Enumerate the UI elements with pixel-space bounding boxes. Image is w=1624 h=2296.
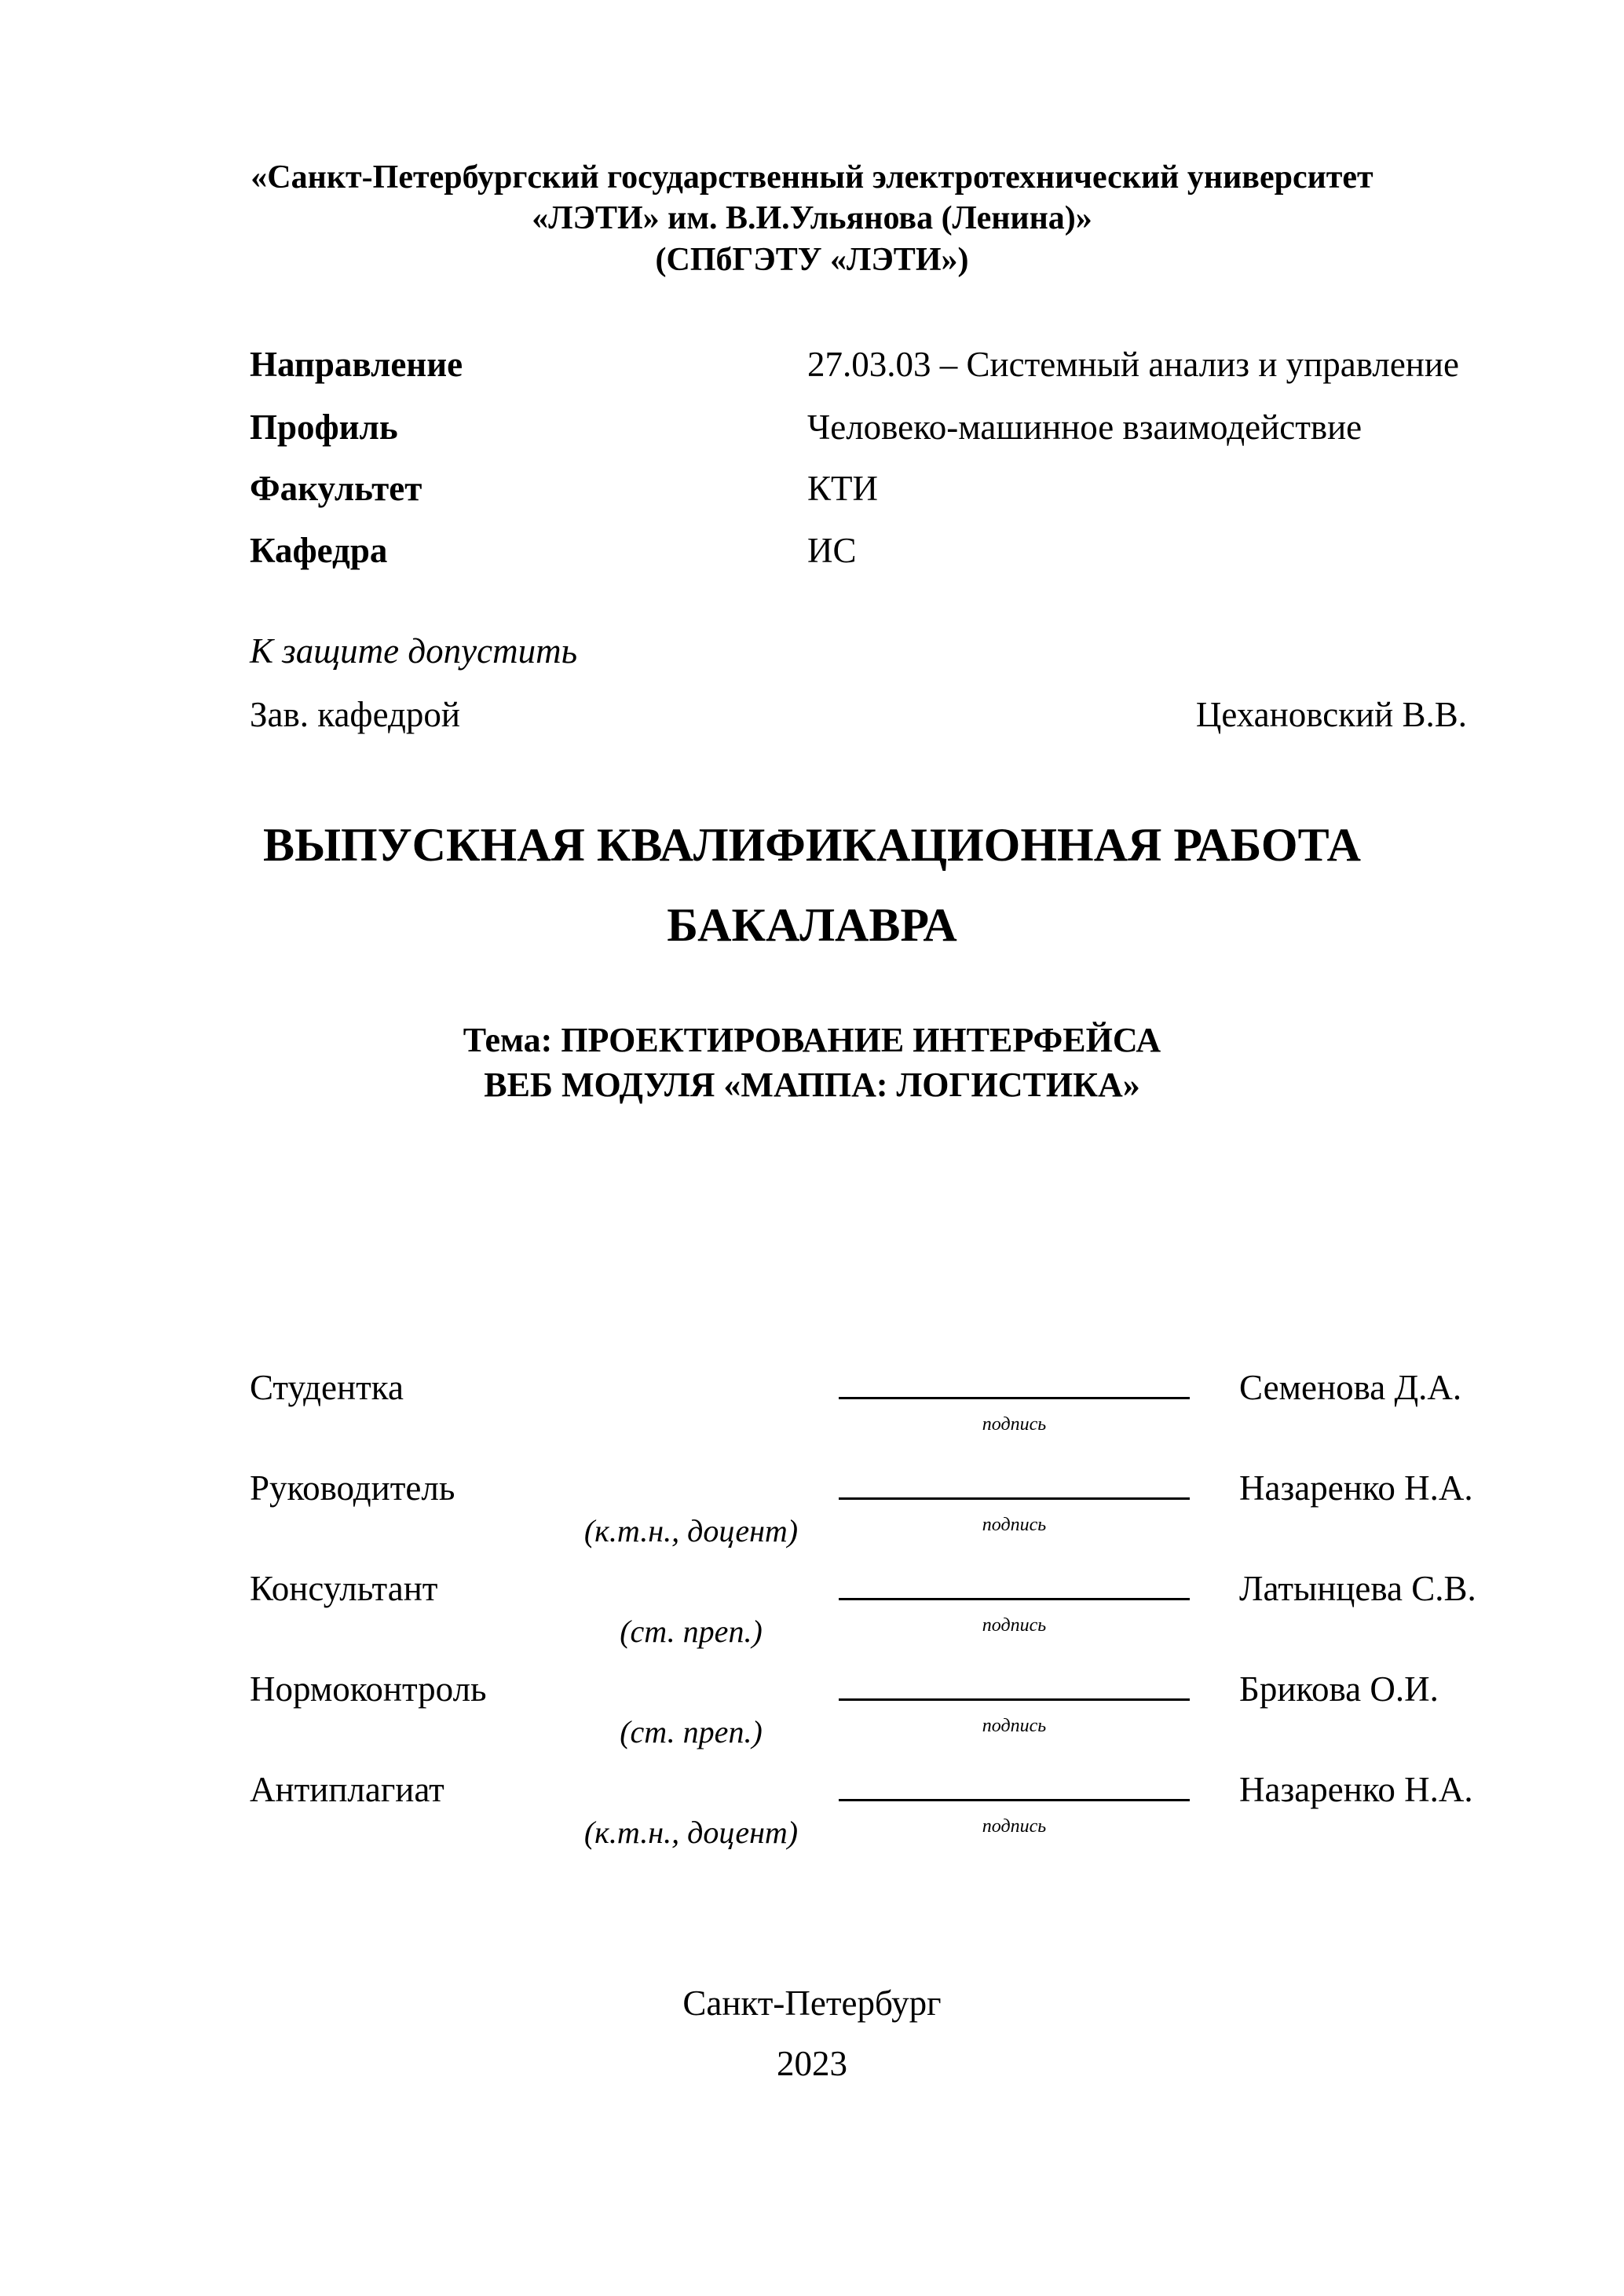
signature-caption: подпись [982, 1414, 1047, 1435]
theme-line-2: ВЕБ МОДУЛЯ «МАППА: ЛОГИСТИКА» [484, 1066, 1140, 1104]
signature-caption: подпись [982, 1615, 1047, 1636]
info-label: Кафедра [250, 531, 388, 570]
info-value: 27.03.03 – Системный анализ и управление [807, 345, 1459, 384]
footer-year: 2023 [777, 2044, 847, 2083]
head-name: Цехановский В.В. [1195, 695, 1467, 734]
signature-role: Консультант [250, 1569, 438, 1608]
signature-role: Руководитель [250, 1468, 455, 1508]
info-label: Факультет [250, 469, 422, 508]
signature-caption: подпись [982, 1816, 1047, 1837]
signature-degree: (ст. преп.) [620, 1714, 763, 1749]
signature-name: Семенова Д.А. [1239, 1368, 1462, 1407]
signature-caption: подпись [982, 1515, 1047, 1535]
signature-name: Назаренко Н.А. [1239, 1770, 1473, 1809]
signature-caption: подпись [982, 1716, 1047, 1736]
signature-line [839, 1397, 1190, 1399]
signature-line [839, 1799, 1190, 1801]
signature-line [839, 1497, 1190, 1500]
signature-role: Нормоконтроль [250, 1669, 487, 1709]
info-value: Человеко-машинное взаимодействие [807, 408, 1362, 447]
info-label: Профиль [250, 408, 398, 447]
signature-role: Антиплагиат [250, 1770, 444, 1809]
admit-text: К защите допустить [250, 631, 578, 671]
info-label: Направление [250, 345, 463, 384]
signature-name: Брикова О.И. [1239, 1669, 1439, 1709]
theme-line-1: Тема: ПРОЕКТИРОВАНИЕ ИНТЕРФЕЙСА [463, 1021, 1161, 1059]
title-line-2: БАКАЛАВРА [667, 899, 957, 951]
info-value: КТИ [807, 469, 878, 508]
signature-name: Латынцева С.В. [1239, 1569, 1476, 1608]
head-label: Зав. кафедрой [250, 695, 460, 734]
signature-degree: (к.т.н., доцент) [583, 1513, 799, 1548]
title-line-1: ВЫПУСКНАЯ КВАЛИФИКАЦИОННАЯ РАБОТА [263, 819, 1361, 871]
header-line-3: (СПбГЭТУ «ЛЭТИ») [655, 242, 969, 278]
signature-degree: (ст. преп.) [620, 1614, 763, 1649]
footer-city: Санкт-Петербург [682, 1983, 942, 2023]
info-value: ИС [807, 531, 857, 570]
signature-degree: (к.т.н., доцент) [583, 1815, 799, 1850]
signature-line [839, 1698, 1190, 1701]
signature-name: Назаренко Н.А. [1239, 1468, 1473, 1508]
signature-role: Студентка [250, 1368, 404, 1407]
header-line-2: «ЛЭТИ» им. В.И.Ульянова (Ленина)» [532, 200, 1092, 236]
header-line-1: «Санкт-Петербургский государственный электротехнический университет [251, 159, 1373, 196]
signature-line [839, 1598, 1190, 1600]
